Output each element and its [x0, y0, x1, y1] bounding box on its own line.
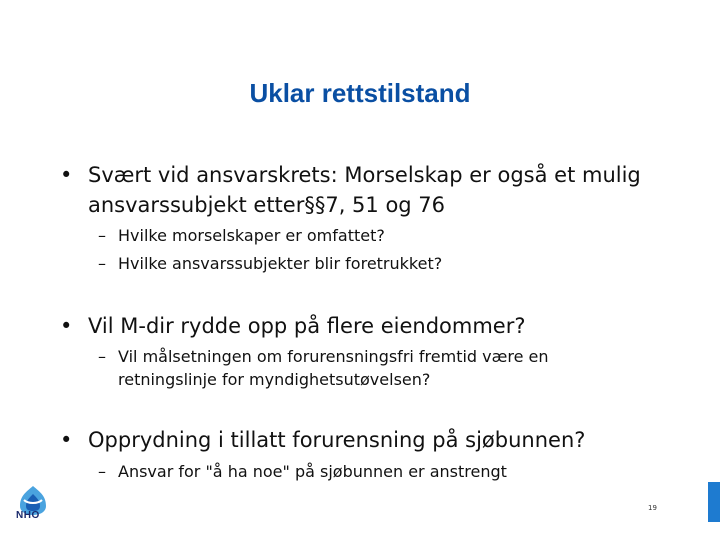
- sub-bullet-1-2: [98, 252, 638, 275]
- page-number: 19: [648, 504, 657, 512]
- sub-bullet-3-1: [98, 460, 638, 483]
- sub-bullet-1-1: [98, 224, 638, 247]
- bullet-2: [60, 311, 670, 341]
- nho-logo-icon: [10, 482, 56, 528]
- sub-bullet-text: Hvilke morselskaper er omfattet?: [118, 226, 385, 245]
- sub-bullet-text: Hvilke ansvarssubjekter blir foretrukket?: [118, 254, 443, 273]
- slide-title: Uklar rettstilstand: [249, 78, 471, 108]
- bullet-marker: •: [60, 428, 73, 452]
- bullet-3: [60, 425, 670, 455]
- bullet-text: Vil M-dir rydde opp på flere eiendommer?: [88, 314, 526, 338]
- bullet-marker: •: [60, 314, 73, 338]
- sub-bullet-marker: –: [98, 254, 106, 273]
- sub-bullet-2-1: [98, 345, 638, 391]
- sub-bullet-marker: –: [98, 347, 106, 366]
- bullet-text: Svært vid ansvarskrets: Morselskap er også et mulig ansvarssubjekt etter§§7, 51 og 76: [88, 163, 641, 217]
- sub-bullet-text: Ansvar for "å ha noe" på sjøbunnen er anstrengt: [118, 462, 507, 481]
- bullet-text: Opprydning i tillatt forurensning på sjøbunnen?: [88, 428, 586, 452]
- sub-bullet-marker: –: [98, 226, 106, 245]
- bullet-1: [60, 160, 670, 220]
- accent-bar: [708, 482, 720, 522]
- logo-text: NHO: [16, 510, 40, 521]
- sub-bullet-marker: –: [98, 462, 106, 481]
- sub-bullet-text: Vil målsetningen om forurensningsfri fremtid være en retningslinje for myndighetsutøvelsen?: [118, 347, 549, 389]
- bullet-marker: •: [60, 163, 73, 187]
